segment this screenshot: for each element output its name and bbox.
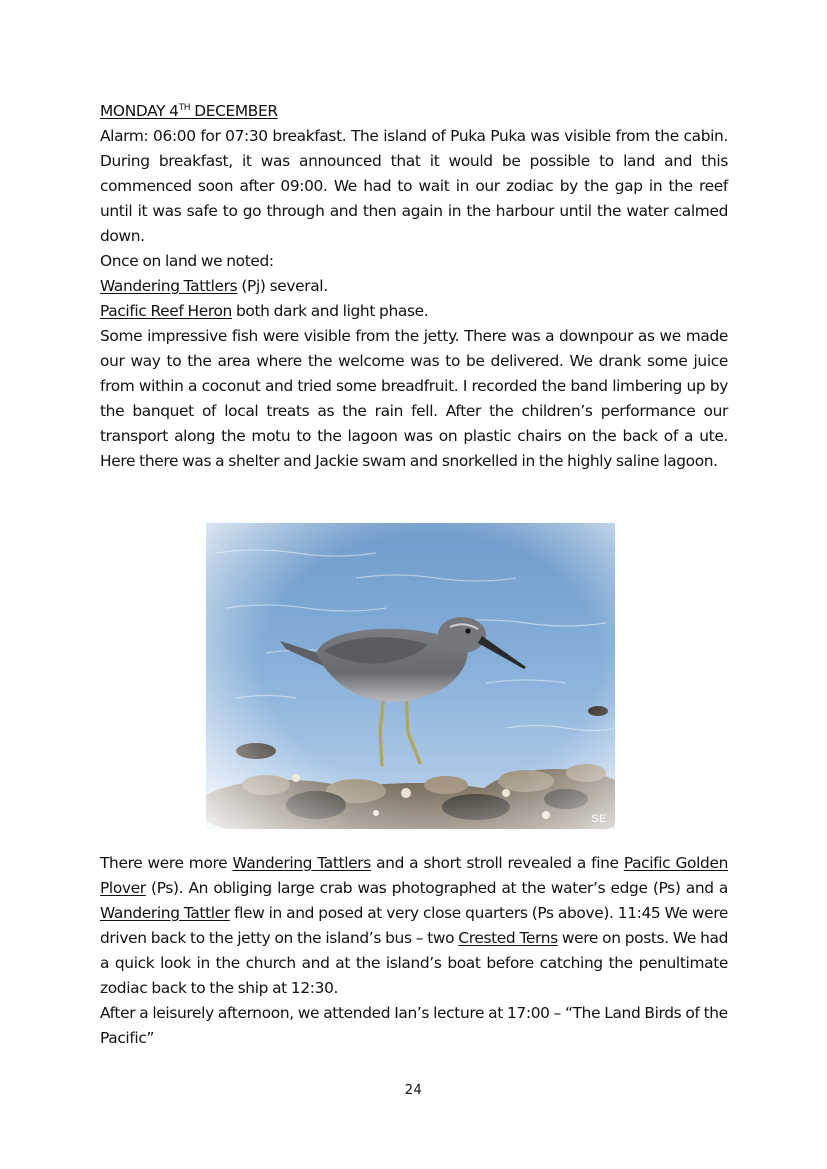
species-name: Pacific Golden Plover [100, 854, 728, 897]
paragraph-lecture: After a leisurely afternoon, we attended Ian’s lecture at 17:00 – “The Land Birds of the Pacific” [100, 1004, 728, 1047]
day-heading [100, 99, 728, 124]
paragraph-jetty: Some impressive fish were visible from the jetty. There was a downpour as we made our way to the area where the welcome was to be delivered. We drank some juice from within a coconut and tried some breadfruit. I recorded the band limbering up by the banquet of local treats as the rain fell. After the children’s performance our transport along the motu to the lagoon was on plastic chairs on the back of a ute. Here there was a shelter and Jackie swam and snorkelled in the highly saline lagoon. [100, 327, 728, 470]
diary-entry-top [100, 99, 728, 474]
diary-entry-bottom [100, 851, 728, 1051]
photo-credit: SE [591, 813, 607, 825]
bird-photo [206, 523, 615, 829]
species-line-tattlers [100, 274, 728, 299]
text-span: were on posts. We had a quick look in the church and at the island’s boat before catching the penultimate zodiac back to the ship at 12:30. [100, 929, 728, 997]
page-number: 24 [404, 1083, 423, 1098]
wandering-tattler-illustration [206, 523, 615, 829]
text-span: (Ps). An obliging large crab was photographed at the water’s edge (Ps) and a [145, 879, 728, 897]
heading-ordinal-suffix: TH [178, 103, 191, 113]
species-name: Crested Terns [458, 929, 558, 947]
species-name: Wandering Tattler [100, 904, 230, 922]
text-span: and a short stroll revealed a fine [370, 854, 624, 872]
species-note: both dark and light phase. [231, 302, 429, 320]
heading-month: DECEMBER [190, 102, 278, 120]
paragraph-noted: Once on land we noted: [100, 252, 274, 270]
species-name: Wandering Tattlers [232, 854, 371, 872]
paragraph-stroll [100, 851, 728, 1001]
species-note: (Pj) several. [237, 277, 328, 295]
species-name: Pacific Reef Heron [100, 302, 232, 320]
species-name: Wandering Tattlers [100, 277, 238, 295]
text-span: flew in and posed at very close quarters (Ps above). 11:45 We were driven back to the jetty on the island’s bus – two [100, 904, 729, 947]
text-span: There were more [100, 854, 233, 872]
heading-prefix: MONDAY 4 [100, 102, 179, 120]
paragraph-alarm: Alarm: 06:00 for 07:30 breakfast. The island of Puka Puka was visible from the cabin. During breakfast, it was announced that it would be possible to land and this commenced soon after 09:00. We had to wait in our zodiac by the gap in the reef until it was safe to go through and then again in the harbour until the water calmed down. [100, 127, 728, 245]
species-line-heron [100, 299, 728, 324]
